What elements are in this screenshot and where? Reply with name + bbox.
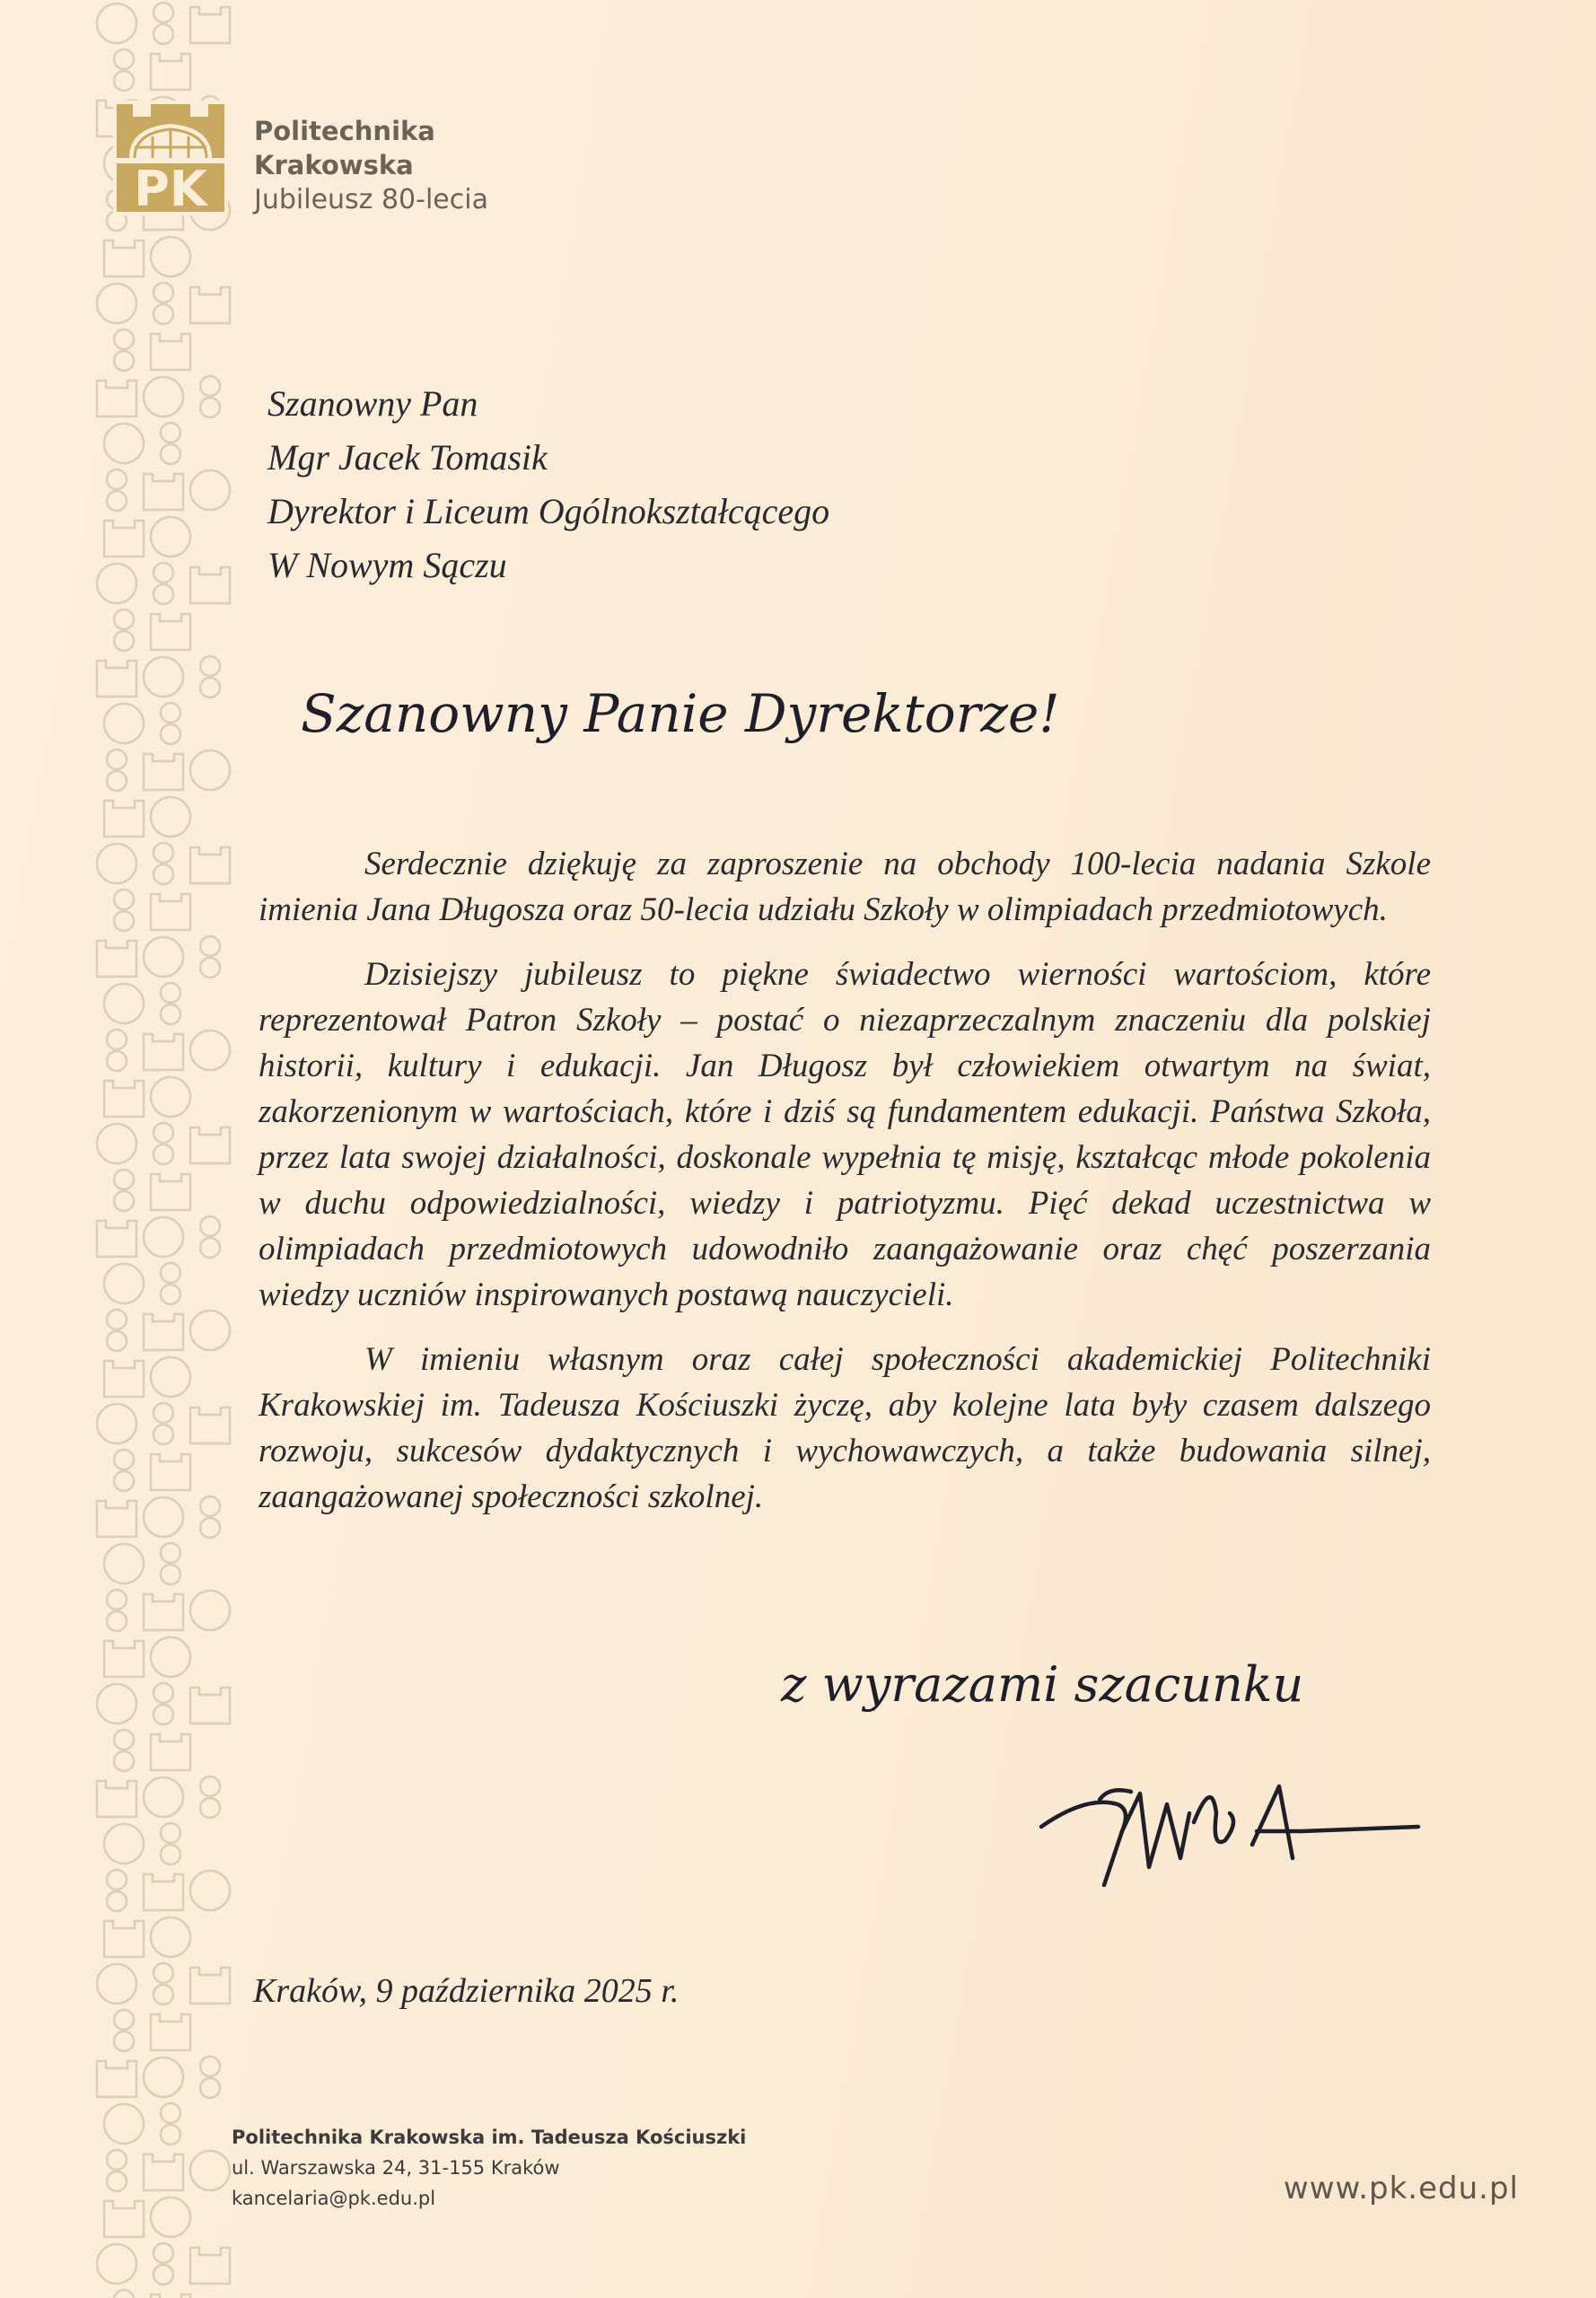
ornament-shape <box>151 1174 190 1210</box>
ornament-shape <box>151 1637 190 1677</box>
ornament-shape <box>200 1496 220 1516</box>
ornament-shape <box>104 2201 144 2237</box>
ornament-shape <box>151 517 190 557</box>
ornament-shape <box>144 2057 183 2097</box>
ornament-shape <box>161 1543 180 1563</box>
ornament-shape <box>97 661 136 697</box>
handwritten-salutation <box>301 646 1198 790</box>
ornament-shape <box>153 2243 173 2263</box>
ornament-shape <box>161 423 180 443</box>
ornament-shape <box>97 284 136 323</box>
ornament-shape <box>153 1425 173 1444</box>
ornament-shape <box>161 1004 180 1024</box>
ornament-shape <box>114 890 134 909</box>
letter-date: Kraków, 9 października 2025 r. <box>253 1972 680 2010</box>
ornament-shape <box>144 2154 183 2190</box>
ornament-shape <box>153 24 173 44</box>
ornament-shape <box>104 1544 144 1583</box>
ornament-shape <box>200 1216 220 1236</box>
ornament-shape <box>107 1870 127 1890</box>
ornament-shape <box>151 237 190 276</box>
ornament-shape <box>151 1734 190 1770</box>
ornament-shape <box>153 1123 173 1143</box>
ornament-shape <box>200 2078 220 2098</box>
ornament-shape <box>114 1471 134 1491</box>
ornament-shape <box>107 1331 127 1351</box>
ornament-shape <box>104 2104 144 2144</box>
ornament-shape <box>200 1238 220 1258</box>
footer-contact <box>232 2122 746 2214</box>
ornament-shape <box>151 614 190 650</box>
ornament-shape <box>190 287 230 323</box>
ornament-shape <box>97 564 136 603</box>
ornament-shape <box>114 49 134 69</box>
ornament-shape <box>151 2294 190 2298</box>
jubilee-label: Jubileusz 80-lecia <box>254 184 488 215</box>
ornament-shape <box>97 1501 136 1537</box>
ornament-shape <box>104 801 144 837</box>
ornament-shape <box>114 631 134 651</box>
ornament-shape <box>144 754 183 790</box>
ornament-shape <box>161 1823 180 1843</box>
ornament-shape <box>114 610 134 629</box>
ornament-shape <box>107 1310 127 1329</box>
ornament-shape <box>97 1221 136 1257</box>
ornament-shape <box>200 2057 220 2076</box>
ornament-shape <box>153 304 173 324</box>
ornament-shape <box>153 563 173 583</box>
letter-body <box>259 841 1431 1539</box>
brand-block <box>254 114 488 218</box>
brand-line-1: Politechnika <box>254 116 435 146</box>
ornament-shape <box>144 1777 183 1817</box>
ornament-shape <box>114 911 134 931</box>
ornament-shape <box>104 521 144 557</box>
ornament-shape <box>114 1191 134 1211</box>
ornament-shape <box>151 894 190 930</box>
ornament-shape <box>190 1688 230 1724</box>
ornament-shape <box>161 983 180 1003</box>
ornament-shape <box>161 1565 180 1584</box>
ornament-shape <box>153 3 173 22</box>
ornament-shape <box>114 329 134 349</box>
ornament-shape <box>144 937 183 977</box>
ornament-shape <box>153 1145 173 1164</box>
ornament-shape <box>97 2061 136 2097</box>
ornament-shape <box>151 1357 190 1397</box>
ornament-shape <box>151 2014 190 2050</box>
ornament-shape <box>104 241 144 276</box>
paragraph-1: Serdecznie dziękuję za zaproszenie na obchody 100-lecia nadania Szkole imienia Jana Długosza oraz 50-lecia udziału Szkoły w olimpiadach przedmiotowych. <box>259 846 1431 928</box>
ornament-shape <box>144 1217 183 1257</box>
ornament-shape <box>107 2171 127 2191</box>
ornament-shape <box>104 984 144 1023</box>
ornament-shape <box>144 1594 183 1630</box>
ornament-shape <box>144 1314 183 1350</box>
ornament-shape <box>97 941 136 977</box>
handwritten-closing <box>772 1634 1490 1732</box>
ornament-shape <box>200 1776 220 1796</box>
ornament-shape <box>107 2150 127 2170</box>
ornament-shape <box>144 377 183 417</box>
pk-logo-icon <box>113 101 228 215</box>
footer-email-link[interactable]: kancelaria@pk.edu.pl <box>232 2188 436 2209</box>
ornament-shape <box>114 1730 134 1750</box>
ornament-shape <box>104 424 144 463</box>
recipient-line-1: Szanowny Pan <box>267 383 478 424</box>
ornament-shape <box>161 1263 180 1283</box>
ornament-shape <box>153 2265 173 2285</box>
brand-line-2: Krakowska <box>254 150 414 180</box>
ornament-shape <box>161 444 180 464</box>
ornament-shape <box>144 657 183 697</box>
ornament-shape <box>190 1591 230 1630</box>
ornament-shape <box>190 567 230 603</box>
ornament-shape <box>114 1450 134 1469</box>
ornament-shape <box>107 1891 127 1911</box>
website-link[interactable]: www.pk.edu.pl <box>1283 2171 1519 2206</box>
ornament-shape <box>190 2151 230 2190</box>
ornament-shape <box>97 381 136 417</box>
ornament-shape <box>151 334 190 370</box>
ornament-shape <box>97 1781 136 1817</box>
ornament-shape <box>114 2031 134 2051</box>
ornament-shape <box>97 1404 136 1443</box>
ornament-shape <box>161 2103 180 2123</box>
ornament-shape <box>107 469 127 489</box>
ornament-shape <box>151 1454 190 1490</box>
svg-text:PK: PK <box>134 161 207 215</box>
ornament-shape <box>97 2244 136 2284</box>
ornament-shape <box>97 844 136 883</box>
ornament-shape <box>161 1845 180 1864</box>
ornament-shape <box>144 1497 183 1537</box>
ornament-shape <box>190 1311 230 1350</box>
svg-text:z wyrazami szacunku: z wyrazami szacunku <box>781 1656 1304 1713</box>
ornament-shape <box>153 1963 173 1983</box>
ornament-shape <box>114 351 134 371</box>
ornament-shape <box>144 1034 183 1070</box>
svg-text:Szanowny Panie Dyrektorze!: Szanowny Panie Dyrektorze! <box>301 683 1060 744</box>
handwritten-signature <box>1032 1759 1436 1912</box>
ornament-shape <box>104 1824 144 1864</box>
ornament-shape <box>114 1751 134 1771</box>
ornament-shape <box>190 1031 230 1070</box>
ornament-shape <box>153 584 173 604</box>
ornament-shape <box>114 2010 134 2030</box>
ornament-shape <box>144 474 183 510</box>
ornament-shape <box>153 864 173 884</box>
ornament-shape <box>161 2125 180 2145</box>
ornament-shape <box>151 2197 190 2237</box>
recipient-line-2: Mgr Jacek Tomasik <box>267 437 548 478</box>
ornament-shape <box>151 1077 190 1117</box>
ornament-shape <box>190 1127 230 1163</box>
ornament-shape <box>104 1641 144 1677</box>
ornament-shape <box>107 750 127 769</box>
ornament-shape <box>97 1684 136 1724</box>
ornament-shape <box>107 1611 127 1631</box>
ornament-shape <box>107 1590 127 1609</box>
ornament-shape <box>104 1361 144 1397</box>
ornament-shape <box>200 656 220 676</box>
ornament-shape <box>190 2248 230 2284</box>
ornament-shape <box>151 54 190 90</box>
ornament-shape <box>107 771 127 791</box>
ornament-shape <box>104 1081 144 1117</box>
ornament-shape <box>144 1874 183 1910</box>
recipient-address <box>267 377 829 592</box>
ornament-shape <box>104 704 144 743</box>
ornament-shape <box>107 491 127 511</box>
ornament-shape <box>104 1264 144 1303</box>
ornament-shape <box>190 847 230 883</box>
ornament-shape <box>97 4 136 43</box>
ornament-shape <box>190 470 230 510</box>
paragraph-2: Dzisiejszy jubileusz to piękne świadectwo wierności wartościom, które reprezentował Patron Szkoły – postać o niezaprzeczalnym znaczeniu dla polskiej historii, kultury i edukacji. Jan Długosz był człowiekiem otwartym na świat, zakorzenionym w wartościach, które i dziś są fundamentem edukacji. Państwa Szkoła, przez lata swojej działalności, doskonale wypełnia tę misję, kształcąc młode pokolenia w duchu odpowiedzialności, wiedzy i patriotyzmu. Pięć dekad uczestnictwa w olimpiadach przedmiotowych udowodniło zaangażowanie oraz chęć poszerzania wiedzy uczniów inspirowanych postawą nauczycieli. <box>259 956 1431 1313</box>
ornament-shape <box>190 7 230 43</box>
ornament-shape <box>200 1518 220 1538</box>
ornament-shape <box>114 1170 134 1189</box>
ornament-shape <box>161 724 180 744</box>
ornament-shape <box>114 2290 134 2298</box>
ornament-shape <box>200 1798 220 1818</box>
ornament-shape <box>153 1403 173 1423</box>
decorative-80-pattern-strip <box>90 0 233 2298</box>
ornament-shape <box>190 1871 230 1910</box>
ornament-shape <box>161 703 180 723</box>
ornament-shape <box>161 1285 180 1304</box>
ornament-shape <box>190 1968 230 2004</box>
ornament-shape <box>200 678 220 697</box>
ornament-shape <box>114 71 134 91</box>
footer-institution-name: Politechnika Krakowska im. Tadeusza Kościuszki <box>232 2127 747 2148</box>
ornament-shape <box>190 1408 230 1443</box>
ornament-shape <box>107 1051 127 1071</box>
recipient-line-3: Dyrektor i Liceum Ogólnokształcącego <box>267 491 830 531</box>
ornament-shape <box>200 958 220 978</box>
ornament-shape <box>200 376 220 396</box>
ornament-shape <box>153 1683 173 1703</box>
ornament-shape <box>97 1124 136 1163</box>
ornament-shape <box>104 1921 144 1957</box>
ornament-shape <box>151 1917 190 1957</box>
ornament-shape <box>153 283 173 303</box>
recipient-line-4: W Nowym Sączu <box>267 545 507 585</box>
ornament-shape <box>151 797 190 837</box>
footer-address: ul. Warszawska 24, 31-155 Kraków <box>232 2157 560 2179</box>
ornament-shape <box>190 750 230 790</box>
ornament-shape <box>107 1030 127 1049</box>
ornament-shape <box>200 936 220 956</box>
ornament-shape <box>153 843 173 863</box>
ornament-shape <box>153 1705 173 1724</box>
ornament-shape <box>97 1964 136 2004</box>
ornament-shape <box>200 398 220 417</box>
ornament-shape <box>153 1985 173 2004</box>
paragraph-3: W imieniu własnym oraz całej społeczności akademickiej Politechniki Krakowskiej im. Tadeusza Kościuszki życzę, aby kolejne lata były czasem dalszego rozwoju, sukcesów dydaktycznych i wychowawczych, a także budowania silnej, zaangażowanej społeczności szkolnej. <box>259 1341 1431 1515</box>
